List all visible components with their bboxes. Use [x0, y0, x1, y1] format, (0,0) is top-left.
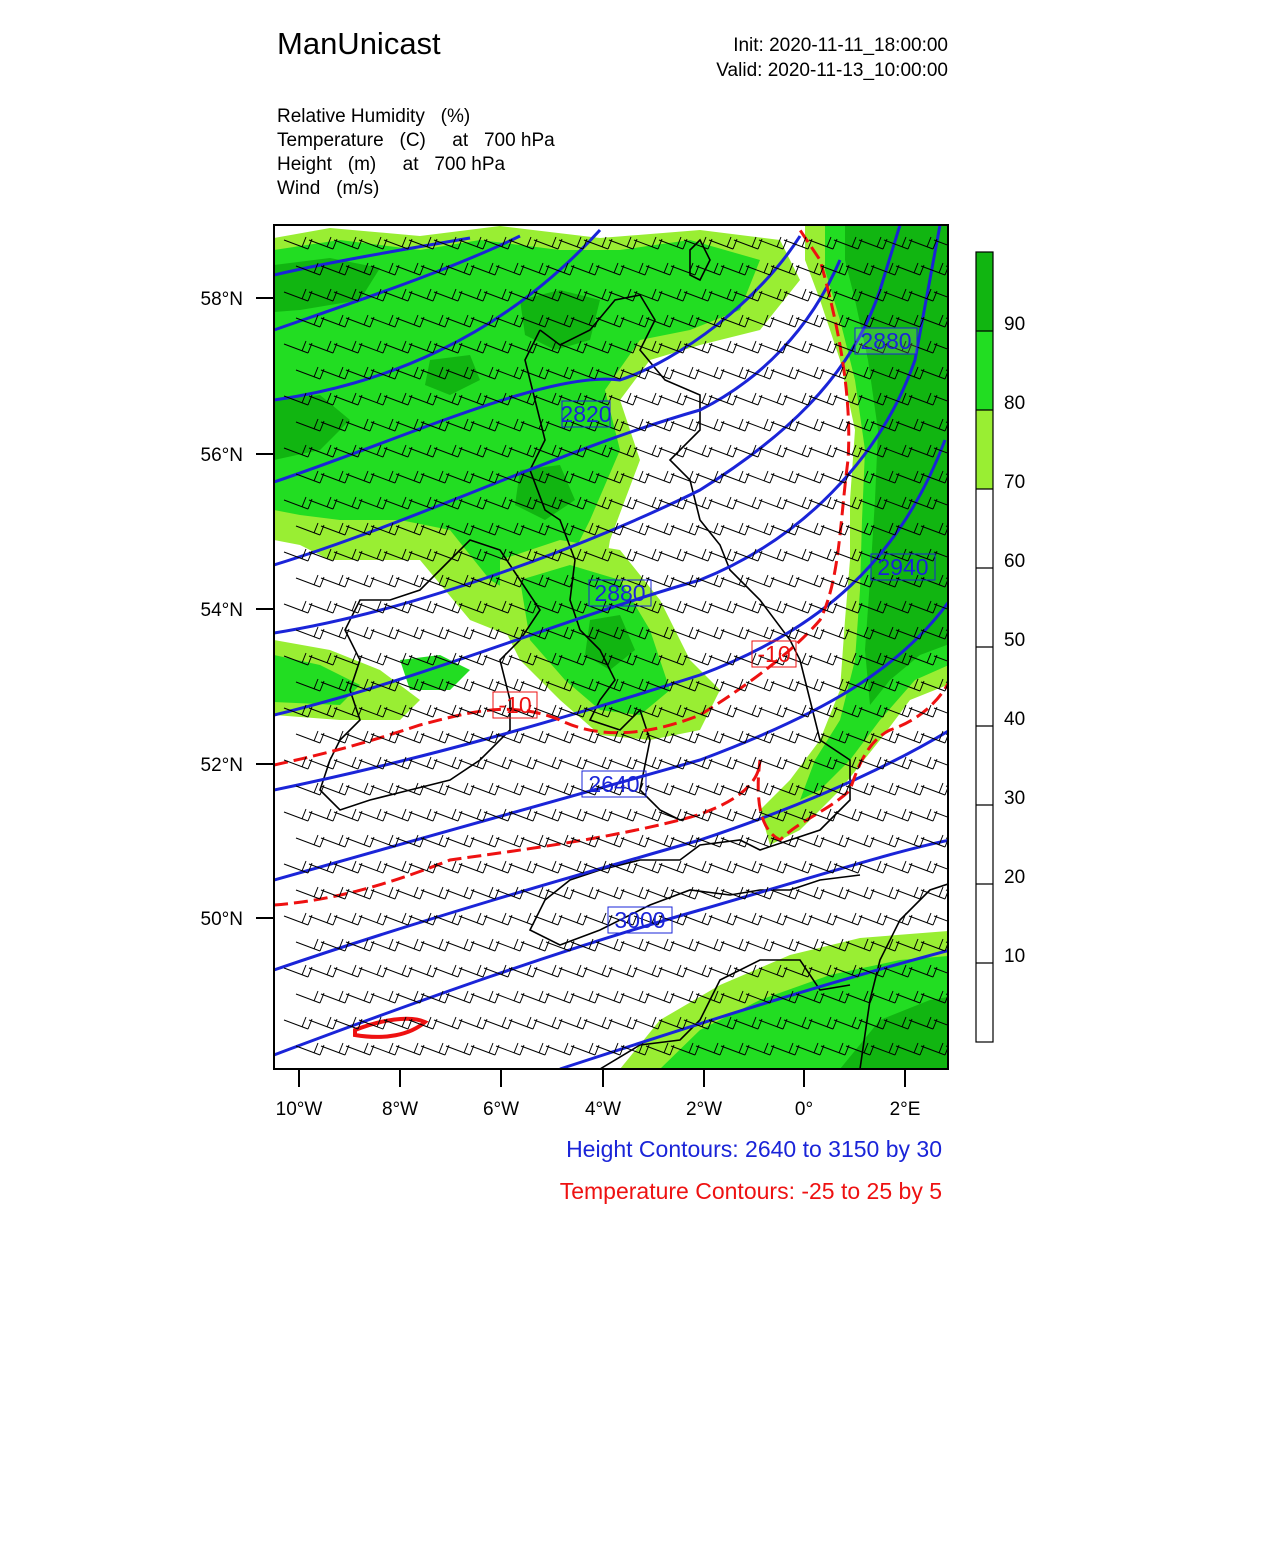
longitude-axis — [276, 1069, 921, 1120]
lat-label-54n: 54°N — [200, 600, 243, 621]
field-wind-label: Wind (m/s) — [277, 178, 380, 199]
lon-label-4w: 4°W — [584, 1099, 622, 1120]
colorbar-label-10: 10 — [1004, 946, 1026, 967]
wind-barb — [946, 471, 974, 483]
init-time: Init: 2020-11-11_18:00:00 — [733, 35, 948, 56]
field-temperature-label: Temperature (C) at 700 hPa — [277, 130, 555, 151]
wind-barb — [946, 263, 974, 275]
lat-label-52n: 52°N — [200, 755, 243, 776]
colorbar-label-70: 70 — [1004, 472, 1026, 493]
wind-barb — [946, 835, 974, 847]
height-label-3000: 3000 — [614, 907, 666, 933]
colorbar-bin-below-70 — [976, 489, 993, 1042]
lon-label-8w: 8°W — [381, 1099, 419, 1120]
height-label-2880-central: 2880 — [594, 580, 646, 606]
colorbar-label-50: 50 — [1004, 630, 1026, 651]
lon-label-10w: 10°W — [275, 1099, 323, 1120]
page-title: ManUnicast — [277, 26, 441, 61]
wind-barb — [946, 939, 974, 951]
colorbar-label-90: 90 — [1004, 314, 1026, 335]
wind-barb — [946, 315, 974, 327]
lat-label-56n: 56°N — [200, 445, 243, 466]
lat-label-58n: 58°N — [200, 289, 243, 310]
field-rh-label: Relative Humidity (%) — [277, 106, 471, 127]
height-label-2940: 2940 — [877, 554, 929, 580]
height-label-2640: 2640 — [588, 771, 640, 797]
lat-label-50n: 50°N — [200, 909, 243, 930]
lon-label-0: 0° — [794, 1099, 814, 1120]
colorbar-label-40: 40 — [1004, 709, 1026, 730]
colorbar-label-30: 30 — [1004, 788, 1026, 809]
height-contours-caption: Height Contours: 2640 to 3150 by 30 — [566, 1136, 942, 1162]
wind-barb — [946, 991, 974, 1003]
wind-barb — [946, 783, 974, 795]
wind-barb — [946, 679, 974, 691]
valid-time: Valid: 2020-11-13_10:00:00 — [716, 60, 948, 81]
wind-barb — [946, 731, 974, 743]
wind-barb — [946, 1043, 974, 1055]
lon-label-2e: 2°E — [889, 1099, 921, 1120]
wind-barb — [946, 887, 974, 899]
wind-barb — [946, 419, 974, 431]
latitude-axis — [201, 289, 274, 930]
height-label-2820: 2820 — [560, 401, 612, 427]
rh-colorbar — [976, 252, 1025, 1042]
colorbar-bin-90-100 — [976, 252, 993, 331]
wind-barb — [946, 367, 974, 379]
height-label-2880-east: 2880 — [860, 328, 912, 354]
lon-label-6w: 6°W — [482, 1099, 520, 1120]
lon-label-2w: 2°W — [685, 1099, 723, 1120]
colorbar-bin-80-90 — [976, 331, 993, 410]
wind-barb — [946, 523, 974, 535]
temp-label-west: -10 — [498, 692, 532, 718]
temp-label-east: -10 — [757, 641, 791, 667]
field-height-label: Height (m) at 700 hPa — [277, 154, 506, 175]
wind-barb — [946, 575, 974, 587]
colorbar-label-60: 60 — [1004, 551, 1026, 572]
wind-barb — [946, 627, 974, 639]
colorbar-label-20: 20 — [1004, 867, 1026, 888]
colorbar-bin-70-80 — [976, 410, 993, 489]
temperature-contours-caption: Temperature Contours: -25 to 25 by 5 — [559, 1178, 942, 1204]
colorbar-label-80: 80 — [1004, 393, 1026, 414]
